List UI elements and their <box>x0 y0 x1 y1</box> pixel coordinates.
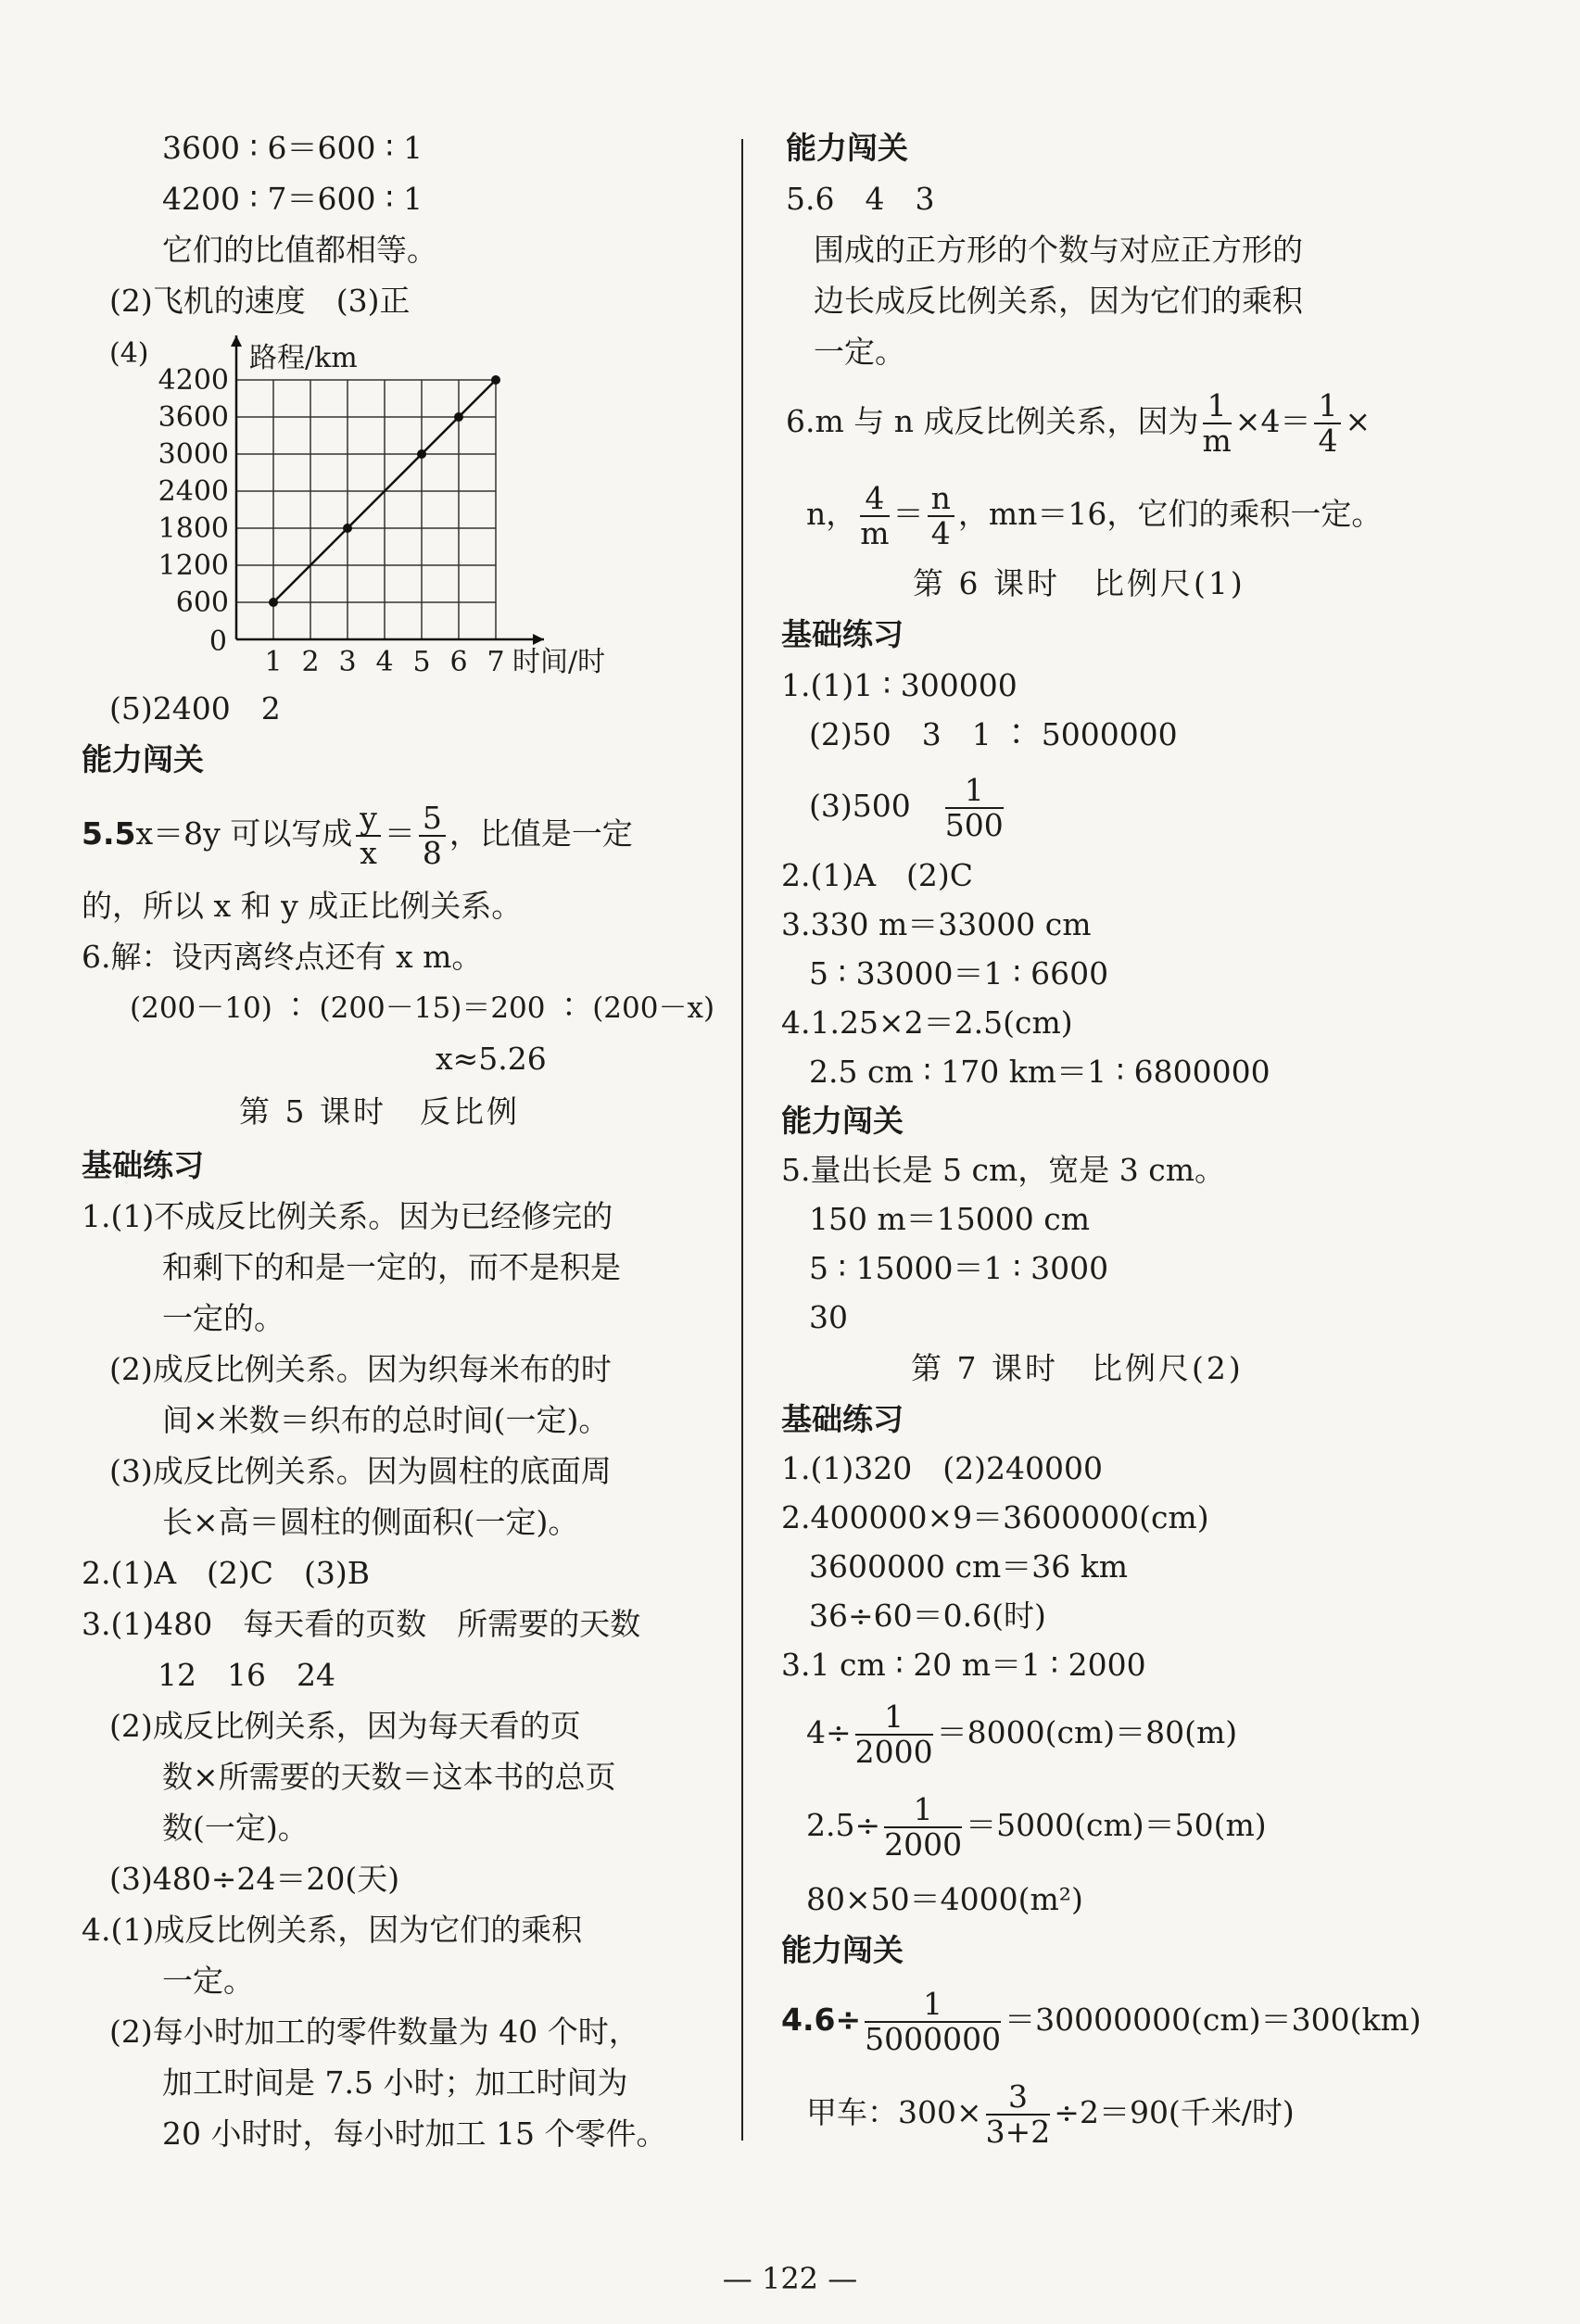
r6-line-a: 6.m 与 n 成反比例关系，因为 $\frac{1}{m}$ ×4＝ $\frac{1}{4}$ × <box>786 387 1371 459</box>
distance-time-graph <box>111 329 630 690</box>
lesson-5-title: 第 5 课时 反比例 <box>239 1093 520 1130</box>
t3-a: 3.1 cm ∶ 20 m＝1 ∶ 2000 <box>781 1647 1146 1683</box>
column-divider <box>741 139 743 2141</box>
section-heading-basic: 基础练习 <box>82 1147 204 1183</box>
x-tick-label: 7 <box>487 646 505 678</box>
fraction-1-over-5000000: $\frac{1}{5000000}$ <box>865 1986 1002 2057</box>
p3-line-b: 12 16 24 <box>158 1657 335 1693</box>
fraction-n-over-4: $\frac{n}{4}$ <box>928 482 954 550</box>
r-heading-ability-2: 能力闯关 <box>781 1103 904 1139</box>
answer-5: (5)2400 2 <box>109 690 281 726</box>
ratio-line-1: 3600 ∶ 6＝600 ∶ 1 <box>162 130 423 166</box>
p1-line-f: (3)成反比例关系。因为圆柱的底面周 <box>109 1453 612 1489</box>
y-tick-label: 4200 <box>158 364 229 397</box>
x-tick-label: 3 <box>338 646 357 678</box>
p1-line-d: (2)成反比例关系。因为织每米布的时 <box>109 1351 612 1387</box>
t2-b: 3600000 cm＝36 km <box>809 1548 1129 1585</box>
answer-4-label: (4) <box>109 337 149 370</box>
question-6: 6.解：设丙离终点还有 x m。 <box>82 939 483 975</box>
t4-a: 4.6÷ $\frac{1}{5000000}$ ＝30000000(cm)＝300(km) <box>781 1986 1422 2057</box>
p3-line-f: (3)480÷24＝20(天) <box>109 1861 400 1897</box>
p1-line-e: 间×米数＝织布的总时间(一定)。 <box>162 1402 610 1438</box>
fraction-3-over-3plus2: $\frac{3}{3+2}$ <box>985 2078 1051 2150</box>
fraction-1-over-2000-a: $\frac{1}{2000}$ <box>854 1699 933 1770</box>
r-heading-basic-1: 基础练习 <box>781 616 904 652</box>
p1-line-a: 1.(1)不成反比例关系。因为已经修完的 <box>82 1198 613 1234</box>
s1-c: (3)500 $\frac{1}{500}$ <box>809 772 1004 843</box>
q5-conclusion: 的，所以 x 和 y 成正比例关系。 <box>82 888 523 924</box>
s3-b: 5 ∶ 33000＝1 ∶ 6600 <box>809 955 1109 991</box>
fraction-1-over-m: $\frac{1}{m}$ <box>1202 387 1232 459</box>
p4-line-a: 4.(1)成反比例关系，因为它们的乘积 <box>82 1912 583 1948</box>
fraction-1-over-4: $\frac{1}{4}$ <box>1314 389 1341 458</box>
q6-equation: (200－10) ∶ (200－15)＝200 ∶ (200－x) <box>130 991 715 1025</box>
lesson-6-title: 第 6 课时 比例尺(1) <box>913 565 1245 601</box>
origin-label: 0 <box>209 625 227 658</box>
y-tick-label: 600 <box>175 587 229 619</box>
p3-line-c: (2)成反比例关系，因为每天看的页 <box>109 1708 581 1744</box>
data-point <box>343 524 352 533</box>
p4-line-b: 一定。 <box>162 1963 254 1999</box>
t4-b: 甲车：300× $\frac{3}{3+2}$ ÷2＝90(千米/时) <box>806 2078 1295 2150</box>
fraction-1-over-2000-b: $\frac{1}{2000}$ <box>884 1791 963 1863</box>
p4-line-c: (2)每小时加工的零件数量为 40 个时， <box>109 2014 639 2050</box>
t1: 1.(1)320 (2)240000 <box>781 1450 1103 1486</box>
fraction-5-over-8: $\frac{5}{8}$ <box>419 802 446 870</box>
x-tick-label: 4 <box>375 646 394 678</box>
data-point <box>454 412 463 422</box>
t3-c: 2.5÷ $\frac{1}{2000}$ ＝5000(cm)＝50(m) <box>806 1791 1267 1863</box>
t2-c: 36÷60＝0.6(时) <box>809 1598 1046 1634</box>
data-point <box>269 598 278 607</box>
s5-b: 150 m＝15000 cm <box>809 1201 1091 1237</box>
y-axis-label: 路程/km <box>249 342 358 374</box>
p4-line-d: 加工时间是 7.5 小时；加工时间为 <box>162 2065 628 2101</box>
x-axis-arrow <box>533 634 544 645</box>
s4-b: 2.5 cm ∶ 170 km＝1 ∶ 6800000 <box>809 1054 1270 1090</box>
section-heading-ability: 能力闯关 <box>82 741 204 777</box>
fraction-y-over-x: $\frac{y}{x}$ <box>356 802 381 870</box>
s3-a: 3.330 m＝33000 cm <box>781 906 1092 942</box>
data-point <box>417 449 426 459</box>
s4-a: 4.1.25×2＝2.5(cm) <box>781 1004 1073 1041</box>
s1-a: 1.(1)1 ∶ 300000 <box>781 667 1018 703</box>
ratio-conclusion: 它们的比值都相等。 <box>162 232 437 268</box>
p1-line-b: 和剩下的和是一定的，而不是积是 <box>162 1249 621 1285</box>
x-tick-label: 2 <box>301 646 320 678</box>
p3-line-e: 数(一定)。 <box>162 1810 309 1846</box>
fraction-4-over-m: $\frac{4}{m}$ <box>860 480 890 551</box>
r5-line-b: 边长成反比例关系，因为它们的乘积 <box>814 283 1303 319</box>
q5-number: 5.5 <box>82 815 136 852</box>
r-answer-5: 5.6 4 3 <box>786 181 935 217</box>
y-tick-label: 1800 <box>158 512 229 545</box>
t3-d: 80×50＝4000(m²) <box>806 1881 1083 1917</box>
x-axis-label: 时间/时 <box>512 646 606 678</box>
t3-b: 4÷ $\frac{1}{2000}$ ＝8000(cm)＝80(m) <box>806 1699 1238 1770</box>
answer-2-3: (2)飞机的速度 (3)正 <box>109 283 411 319</box>
x-tick-label: 6 <box>449 646 468 678</box>
s1-b: (2)50 3 1 ∶ 5000000 <box>809 716 1178 752</box>
t2-a: 2.400000×9＝3600000(cm) <box>781 1499 1209 1535</box>
r5-line-a: 围成的正方形的个数与对应正方形的 <box>814 232 1303 268</box>
p2: 2.(1)A (2)C (3)B <box>82 1555 371 1591</box>
r6-line-b: n， $\frac{4}{m}$ ＝ $\frac{n}{4}$ ，mn＝16，它们的乘积一定。 <box>806 480 1383 551</box>
fraction-1-over-500: $\frac{1}{500}$ <box>944 772 1004 843</box>
p1-line-g: 长×高＝圆柱的侧面积(一定)。 <box>162 1504 579 1540</box>
s5-c: 5 ∶ 15000＝1 ∶ 3000 <box>809 1250 1109 1286</box>
y-tick-label: 3600 <box>158 401 229 434</box>
data-point <box>491 375 500 385</box>
x-tick-label: 1 <box>264 646 283 678</box>
s5-d: 30 <box>809 1299 848 1335</box>
y-tick-label: 2400 <box>158 475 229 508</box>
q5-tail: ，比值是一定 <box>449 815 633 852</box>
q6-result: x≈5.26 <box>436 1041 547 1077</box>
r-heading-basic-2: 基础练习 <box>781 1401 904 1437</box>
y-tick-label: 1200 <box>158 549 229 582</box>
ratio-line-2: 4200 ∶ 7＝600 ∶ 1 <box>162 181 423 217</box>
page-number: — 122 — <box>722 2261 858 2296</box>
x-tick-label: 5 <box>412 646 431 678</box>
s2: 2.(1)A (2)C <box>781 857 974 893</box>
y-tick-label: 3000 <box>158 438 229 471</box>
p4-line-e: 20 小时时，每小时加工 15 个零件。 <box>162 2116 667 2152</box>
r5-line-c: 一定。 <box>814 334 905 370</box>
s5-a: 5.量出长是 5 cm，宽是 3 cm。 <box>781 1152 1225 1188</box>
y-axis-arrow <box>231 335 242 347</box>
r-heading-ability: 能力闯关 <box>786 130 908 166</box>
p3-line-a: 3.(1)480 每天看的页数 所需要的天数 <box>82 1606 641 1642</box>
lesson-7-title: 第 7 课时 比例尺(2) <box>911 1350 1244 1386</box>
question-5: 5.5x＝8y 可以写成 $\frac{y}{x}$ ＝ $\frac{5}{8}$ ，比值是一定 <box>82 800 633 871</box>
q5-text: x＝8y 可以写成 <box>135 815 353 852</box>
p3-line-d: 数×所需要的天数＝这本书的总页 <box>162 1759 616 1795</box>
r-heading-ability-3: 能力闯关 <box>781 1932 904 1968</box>
p1-line-c: 一定的。 <box>162 1300 284 1336</box>
